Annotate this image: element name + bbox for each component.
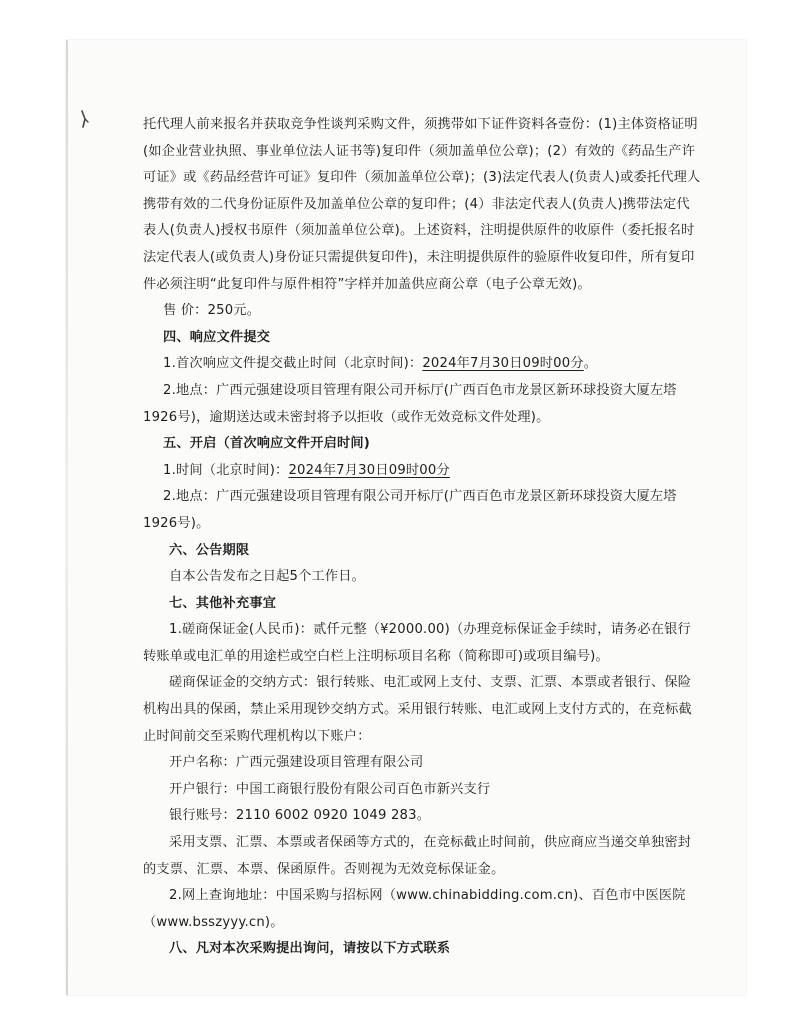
account-number: 银行账号：2110 6002 0920 1049 283。 [169,808,431,824]
other-methods-paragraph: 采用支票、汇票、本票或者保函等方式的，在竞标截止时间前，供应商应当递交单独密封的支票、汇票、本票、保函原件。否则视为无效竞标保证金。 [143,835,692,877]
section-5-item-2: 2.地点：广西元强建设项目管理有限公司开标厅(广西百色市龙景区新环球投资大厦左塔1926号)。 [143,489,677,531]
section-6-heading: 六、公告期限 [169,542,250,558]
section-4-item-1 [143,351,703,378]
section-6-body: 自本公告发布之日起5个工作日。 [169,569,366,585]
opening-time: 2024年7月30日09时00分 [288,462,450,478]
query-address-paragraph: 2.网上查询地址：中国采购与招标网（www.chinabidding.com.cn)、百色市中医医院（www.bsszyyy.cn)。 [143,888,686,930]
account-name: 开户名称：广西元强建设项目管理有限公司 [169,755,424,771]
document-body [143,112,703,963]
intro-paragraph: 托代理人前来报名并获取竞争性谈判采购文件，须携带如下证件资料各壹份：(1)主体资格证明(如企业营业执照、事业单位法人证书等)复印件（须加盖单位公章)；(2）有效的《药品生产许可证》或《药品经营许可证》复印件（须加盖单位公章)；(3)法定代表人(负责人)或委托代理人携带有效的二代身份证原件及加盖单位公章的复印件；(4）非法定代表人(负责人)携带法定代表人(负责人)授权书原件（须加盖单位公章)。上述资料，注明提供原件的收原件（委托报名时法定代表人(或负责人)身份证只需提供复印件)，未注明提供原件的验原件收复印件，所有复印件必须注明“此复印件与原件相符”字样并加盖供应商公章（电子公章无效)。 [143,117,701,292]
price-line: 售 价：250元。 [163,303,261,319]
deadline-time: 2024年7月30日09时00分 [422,356,584,372]
deposit-paragraph: 1.磋商保证金(人民币)：贰仟元整（¥2000.00)（办理竞标保证金手续时，请务必在银行转账单或电汇单的用途栏或空白栏上注明标项目名称（简称即可)或项目编号)。 [143,622,691,664]
section-5-heading: 五、开启（首次响应文件开启时间) [163,436,371,452]
deadline-label: 1.首次响应文件提交截止时间（北京时间)： [163,356,423,372]
deadline-suffix: 。 [583,356,598,372]
section-4-item-2: 2.地点：广西元强建设项目管理有限公司开标厅(广西百色市龙景区新环球投资大厦左塔1926号)，逾期送达或未密封将予以拒收（或作无效竞标文件处理)。 [143,382,677,425]
opening-time-label: 1.时间（北京时间)： [163,462,289,478]
section-7-heading: 七、其他补充事宜 [169,595,277,611]
staple-mark-icon [80,110,90,128]
account-bank: 开户银行：中国工商银行股份有限公司百色市新兴支行 [169,781,491,797]
section-5-item-1 [143,458,703,485]
page-edge [66,40,68,995]
section-8-heading: 八、凡对本次采购提出询问，请按以下方式联系 [169,941,451,957]
section-4-heading: 四、响应文件提交 [163,329,271,345]
payment-methods-paragraph: 磋商保证金的交纳方式：银行转账、电汇或网上支付、支票、汇票、本票或者银行、保险机构出具的保函，禁止采用现钞交纳方式。采用银行转账、电汇或网上支付方式的，在竞标截止时间前交至采购代理机构以下账户： [143,675,692,744]
